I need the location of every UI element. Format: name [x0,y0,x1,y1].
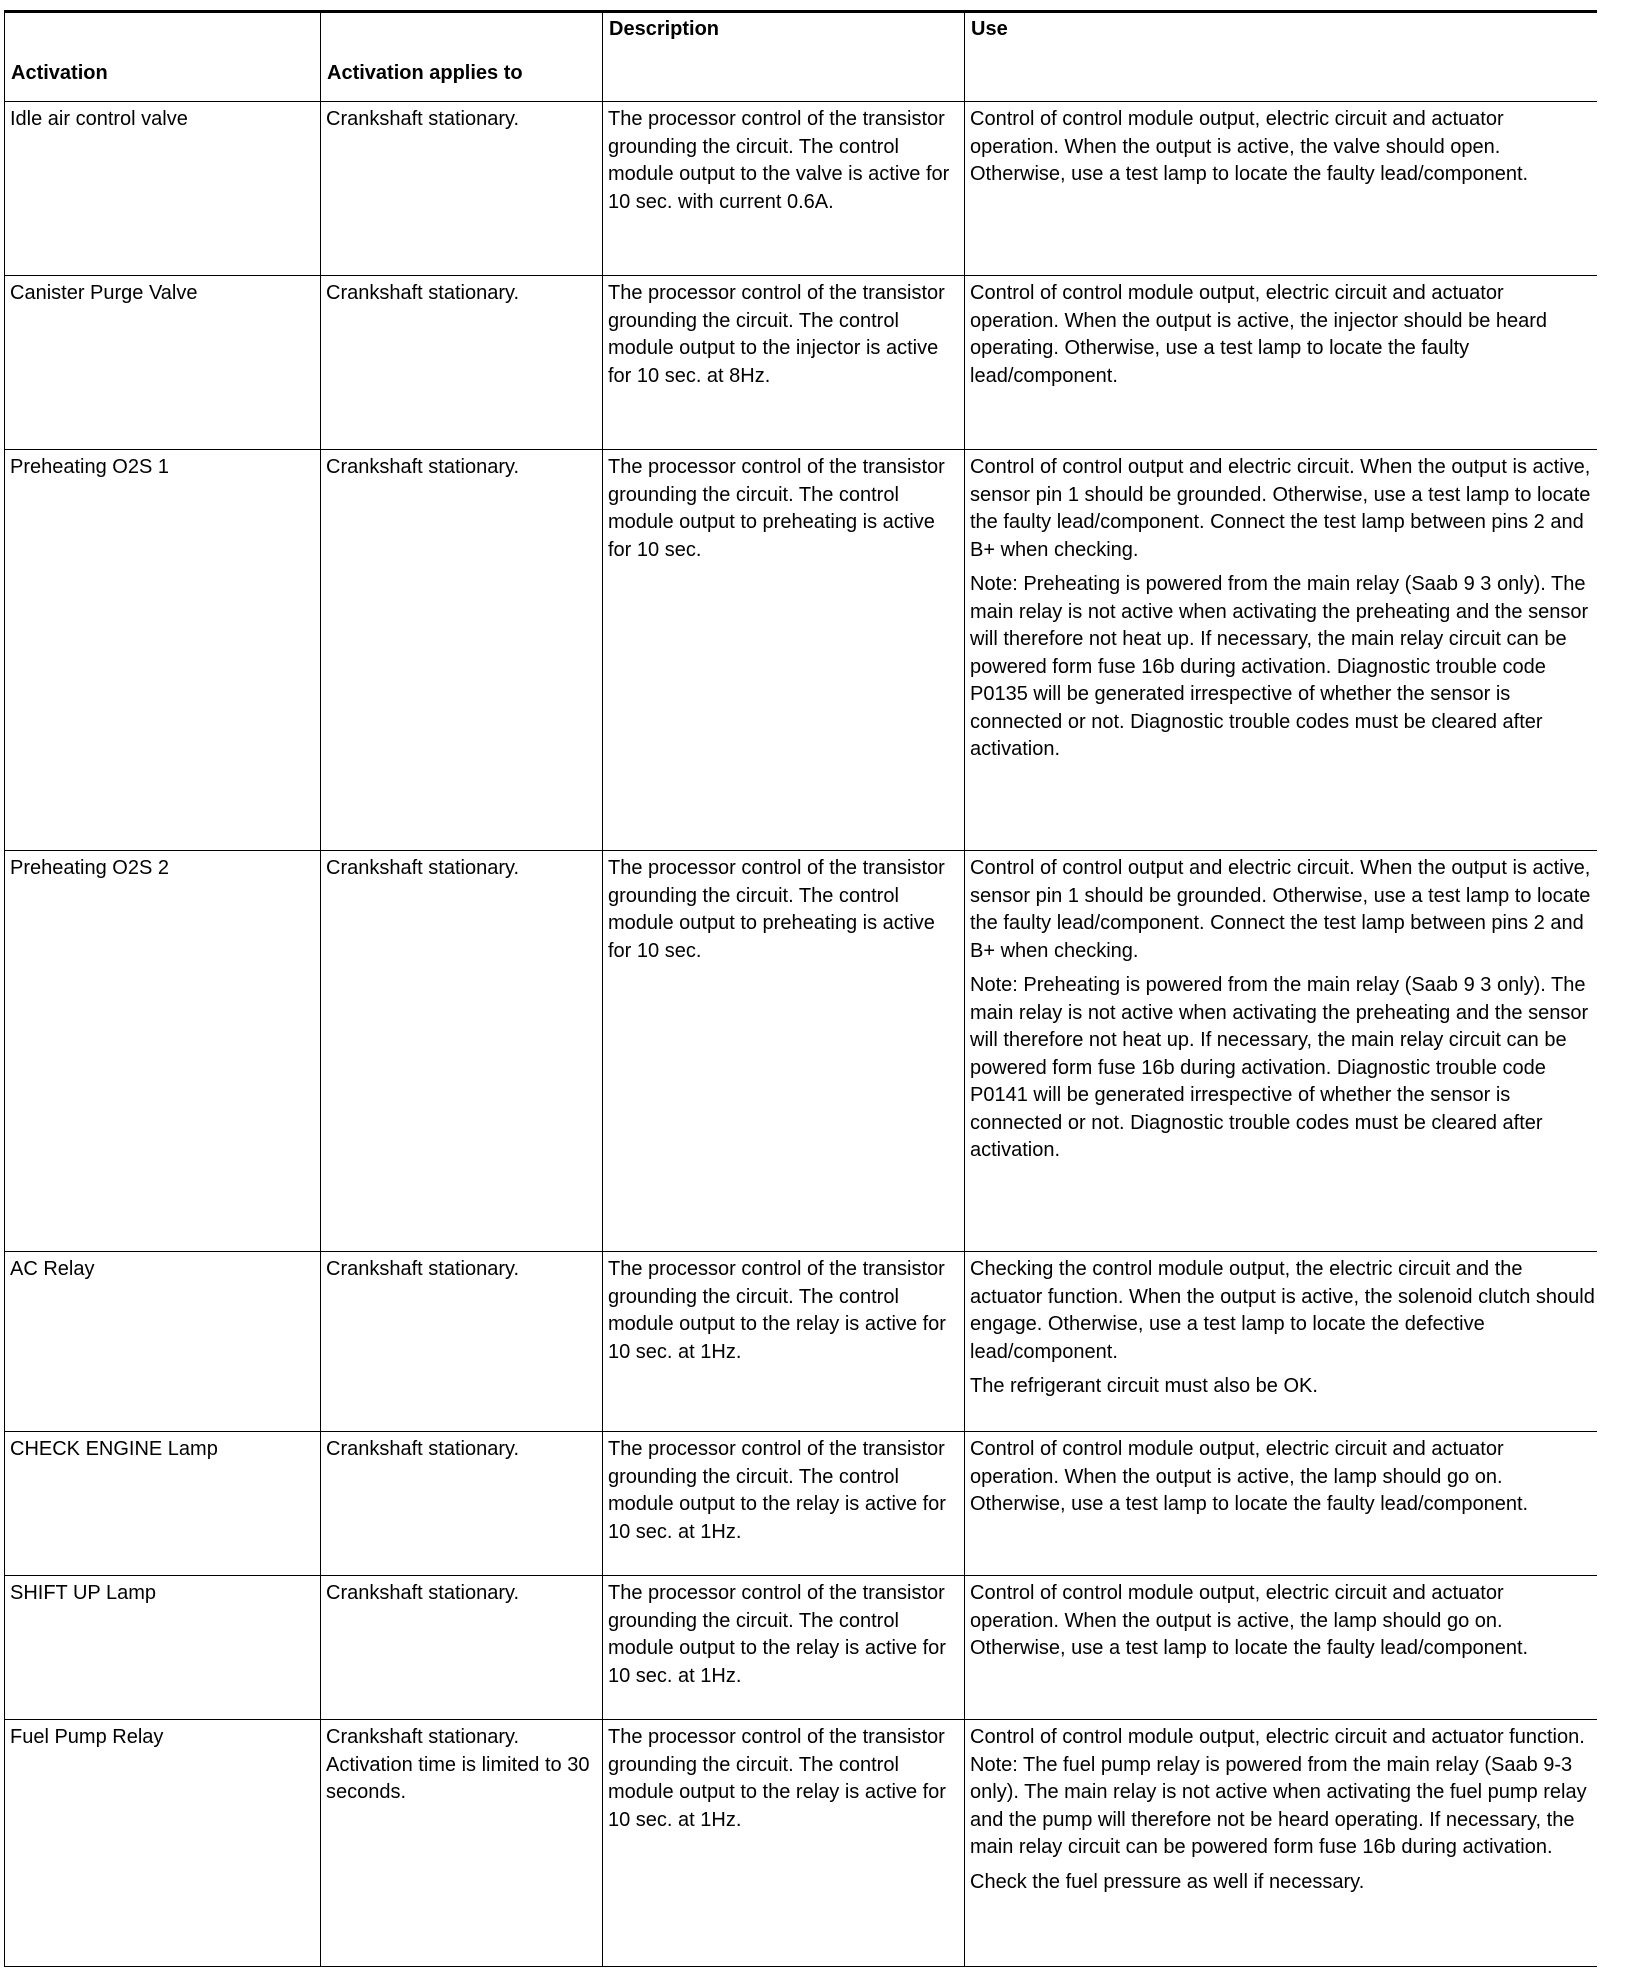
table-body [5,102,1597,1967]
cell-applies-to: Crankshaft stationary. [321,1432,603,1576]
use-text: Control of control module output, electric circuit and actuator operation. When the output is active, the lamp should go on. Otherwise, use a test lamp to locate the faulty lead/component. [970,1438,1529,1515]
cell-description: The processor control of the transistor grounding the circuit. The control module output to the relay is active for 10 sec. at 1Hz. [603,1576,965,1720]
use-note: Check the fuel pressure as well if necessary. [970,1870,1365,1893]
cell-activation: AC Relay [5,1252,321,1432]
cell-use [965,1252,1597,1432]
cell-applies-to: Crankshaft stationary. Activation time is limited to 30 seconds. [321,1720,603,1967]
cell-use [965,851,1597,1252]
cell-activation: Fuel Pump Relay [5,1720,321,1967]
table-row [5,1432,1597,1576]
header-applies-to: Activation applies to [321,12,603,102]
use-note: The refrigerant circuit must also be OK. [970,1375,1318,1397]
cell-activation: CHECK ENGINE Lamp [5,1432,321,1576]
cell-use [965,1576,1597,1720]
cell-activation: Preheating O2S 1 [5,450,321,851]
header-description: Description [603,12,965,102]
table-row [5,276,1597,450]
cell-applies-to: Crankshaft stationary. [321,1252,603,1432]
cell-use [965,1432,1597,1576]
cell-applies-to: Crankshaft stationary. [321,1576,603,1720]
header-use: Use [965,12,1597,102]
table-header [5,12,1597,102]
cell-activation: Preheating O2S 2 [5,851,321,1252]
table-row [5,851,1597,1252]
use-text: Control of control module output, electric circuit and actuator function. Note: The fuel pump relay is powered from the main relay (Saab 9-3 only). The main relay is not active when activating the fuel pump relay and the pump will therefore not be heard operating. If necessary, the main relay circuit can be powered form fuse 16b during activation. [970,1726,1587,1858]
cell-activation: SHIFT UP Lamp [5,1576,321,1720]
cell-use [965,450,1597,851]
cell-activation: Idle air control valve [5,102,321,276]
table-row [5,1576,1597,1720]
cell-description: The processor control of the transistor grounding the circuit. The control module output to preheating is active for 10 sec. [603,851,965,1252]
cell-activation: Canister Purge Valve [5,276,321,450]
cell-description: The processor control of the transistor grounding the circuit. The control module output to the relay is active for 10 sec. at 1Hz. [603,1720,965,1967]
cell-description: The processor control of the transistor grounding the circuit. The control module output to the injector is active for 10 sec. at 8Hz. [603,276,965,450]
use-text: Control of control module output, electric circuit and actuator operation. When the output is active, the valve should open. Otherwise, use a test lamp to locate the faulty lead/component. [970,108,1529,185]
use-text: Control of control output and electric circuit. When the output is active, sensor pin 1 should be grounded. Otherwise, use a test lamp to locate the faulty lead/component. Connect the test lamp between pins 2 and B+ when checking. [970,456,1591,561]
table-row [5,1252,1597,1432]
cell-use [965,102,1597,276]
use-text: Control of control module output, electric circuit and actuator operation. When the output is active, the lamp should go on. Otherwise, use a test lamp to locate the faulty lead/component. [970,1582,1529,1659]
table-row [5,450,1597,851]
table-row [5,102,1597,276]
activation-table [4,10,1597,1967]
header-activation: Activation [5,12,321,102]
use-text: Checking the control module output, the electric circuit and the actuator function. When the output is active, the solenoid clutch should engage. Otherwise, use a test lamp to locate the defective lead/component. [970,1258,1595,1363]
use-note: Note: Preheating is powered from the main relay (Saab 9 3 only). The main relay is not active when activating the preheating and the sensor will therefore not heat up. If necessary, the main relay circuit can be powered form fuse 16b during activation. Diagnostic trouble code P0135 will be generated irrespective of whether the sensor is connected or not. Diagnostic trouble codes must be cleared after activation. [970,573,1589,760]
cell-applies-to: Crankshaft stationary. [321,276,603,450]
cell-applies-to: Crankshaft stationary. [321,102,603,276]
cell-description: The processor control of the transistor grounding the circuit. The control module output to the relay is active for 10 sec. at 1Hz. [603,1252,965,1432]
cell-description: The processor control of the transistor grounding the circuit. The control module output to the valve is active for 10 sec. with current 0.6A. [603,102,965,276]
use-text: Control of control module output, electric circuit and actuator operation. When the output is active, the injector should be heard operating. Otherwise, use a test lamp to locate the faulty lead/component. [970,282,1548,387]
header-row [5,12,1597,102]
cell-use [965,276,1597,450]
cell-use [965,1720,1597,1967]
cell-applies-to: Crankshaft stationary. [321,851,603,1252]
use-text: Control of control output and electric circuit. When the output is active, sensor pin 1 should be grounded. Otherwise, use a test lamp to locate the faulty lead/component. Connect the test lamp between pins 2 and B+ when checking. [970,857,1591,962]
cell-description: The processor control of the transistor grounding the circuit. The control module output to the relay is active for 10 sec. at 1Hz. [603,1432,965,1576]
table-row [5,1720,1597,1967]
cell-applies-to: Crankshaft stationary. [321,450,603,851]
cell-description: The processor control of the transistor grounding the circuit. The control module output to preheating is active for 10 sec. [603,450,965,851]
use-note: Note: Preheating is powered from the main relay (Saab 9 3 only). The main relay is not active when activating the preheating and the sensor will therefore not heat up. If necessary, the main relay circuit can be powered form fuse 16b during activation. Diagnostic trouble code P0141 will be generated irrespective of whether the sensor is connected or not. Diagnostic trouble codes must be cleared after activation. [970,974,1589,1161]
